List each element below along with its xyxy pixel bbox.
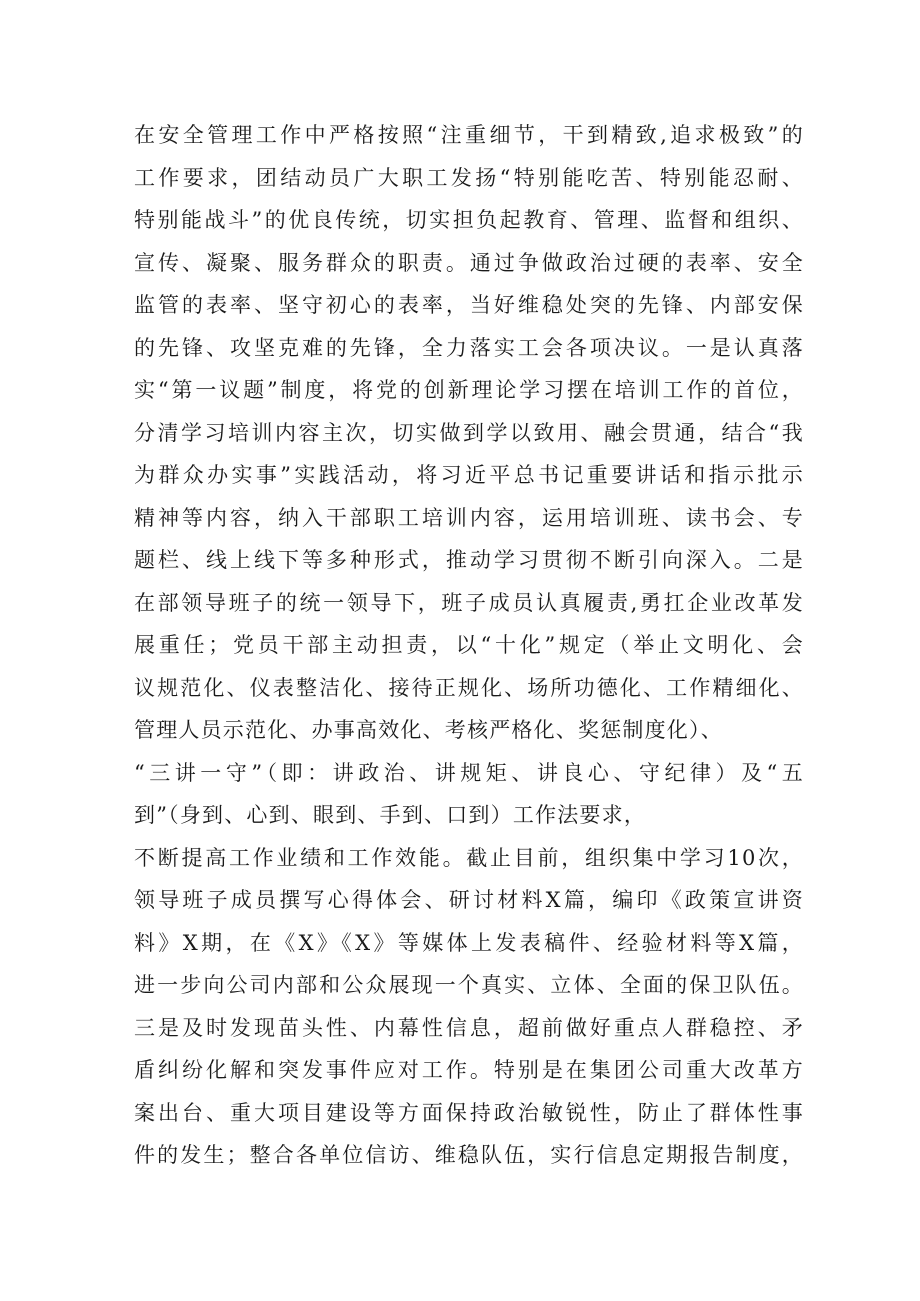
text-line: 的先锋、攻坚克难的先锋，全力落实工会各项决议。一是认真落 — [134, 335, 804, 360]
text-line: 三是及时发现苗头性、内幕性信息，超前做好重点人群稳控、矛 — [134, 1015, 804, 1040]
text-line: 盾纠纷化解和突发事件应对工作。特别是在集团公司重大改革方 — [134, 1058, 804, 1082]
text-line: 不断提高工作业绩和工作效能。截止目前，组织集中学习10次， — [134, 845, 804, 870]
text-line: 题栏、线上线下等多种形式，推动学习贯彻不断引向深入。二是 — [134, 548, 804, 572]
text-line: 分清学习培训内容主次，切实做到学以致用、融会贯通，结合“我 — [134, 420, 804, 445]
text-line: 议规范化、仪表整洁化、接待正规化、场所功德化、工作精细化、 — [134, 675, 804, 700]
text-line: 案出台、重大项目建设等方面保持政治敏锐性，防止了群体性事 — [134, 1100, 804, 1125]
text-line: “三讲一守”（即：讲政治、讲规矩、讲良心、守纪律）及“五 — [134, 760, 804, 785]
text-line: 精神等内容，纳入干部职工培训内容，运用培训班、读书会、专 — [134, 505, 804, 530]
text-line: 特别能战斗”的优良传统，切实担负起教育、管理、监督和组织、 — [134, 208, 804, 232]
text-line: 实“第一议题”制度，将党的创新理论学习摆在培训工作的首位， — [134, 378, 804, 402]
text-line: 监管的表率、坚守初心的表率，当好维稳处突的先锋、内部安保 — [134, 293, 804, 317]
text-line: 领导班子成员撰写心得体会、研讨材料X篇，编印《政策宣讲资 — [134, 888, 804, 912]
text-line: 管理人员示范化、办事高效化、考核严格化、奖惩制度化）、 — [134, 718, 723, 742]
text-line: 宣传、凝聚、服务群众的职责。通过争做政治过硬的表率、安全 — [134, 250, 804, 275]
text-line: 在部领导班子的统一领导下，班子成员认真履责,勇扛企业改革发 — [134, 590, 804, 615]
text-line: 件的发生；整合各单位信访、维稳队伍，实行信息定期报告制度， — [134, 1143, 804, 1167]
text-line: 到”（身到、心到、眼到、手到、口到）工作法要求， — [134, 803, 647, 827]
text-line: 为群众办实事”实践活动，将习近平总书记重要讲话和指示批示 — [134, 463, 804, 487]
text-line: 料》X期，在《X》《X》等媒体上发表稿件、经验材料等X篇， — [134, 930, 804, 955]
text-line: 在安全管理工作中严格按照“注重细节，干到精致,追求极致”的 — [134, 123, 804, 147]
text-line: 展重任；党员干部主动担责，以“十化”规定（举止文明化、会 — [134, 633, 804, 657]
body-text — [134, 114, 804, 1177]
text-line: 进一步向公司内部和公众展现一个真实、立体、全面的保卫队伍。 — [134, 973, 804, 997]
text-line: 工作要求，团结动员广大职工发扬“特别能吃苦、特别能忍耐、 — [134, 165, 804, 190]
